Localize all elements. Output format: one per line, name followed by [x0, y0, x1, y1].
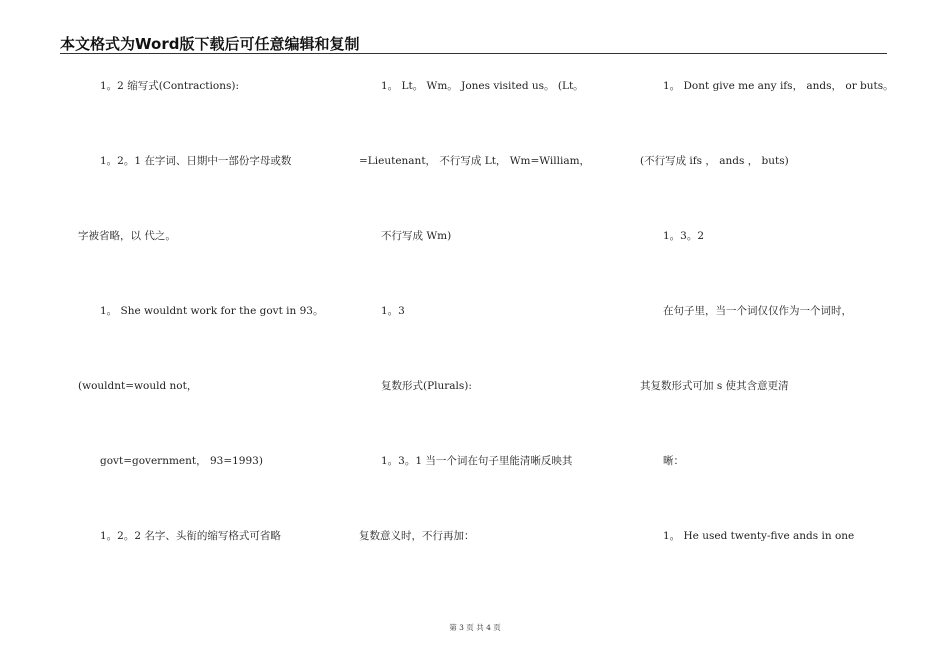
left-line-5: (wouldnt=would not，: [78, 380, 198, 392]
middle-line-4: 1。3: [381, 305, 405, 317]
right-line-3: 1。3。2: [663, 230, 705, 242]
right-line-7: 1。 He used twenty-five ands in one: [663, 530, 855, 542]
page-number-footer: 第 3 页 共 4 页: [449, 623, 501, 632]
header-divider: [60, 53, 887, 54]
left-line-4: 1。 She wouldnt work for the govt in 93。: [100, 305, 324, 317]
left-line-7: 1。2。2 名字、头衔的缩写格式可省略: [100, 530, 281, 542]
right-line-5: 其复数形式可加 s 使其含意更清: [640, 380, 789, 392]
left-line-2: 1。2。1 在字词、日期中一部份字母或数: [100, 155, 292, 167]
middle-line-5: 复数形式(Plurals):: [381, 380, 472, 392]
middle-line-6: 1。3。1 当一个词在句子里能清晰反映其: [381, 455, 573, 467]
left-line-3: 字被省略，以 代之。: [78, 230, 176, 242]
right-line-4: 在句子里，当一个词仅仅作为一个词时，: [663, 305, 852, 317]
document-header-title: 本文格式为Word版下载后可任意编辑和复制: [60, 35, 360, 53]
right-line-1: 1。 Dont give me any ifs， ands， or buts。: [663, 80, 894, 92]
left-line-1: 1。2 缩写式(Contractions):: [100, 80, 239, 92]
middle-line-3: 不行写成 Wm): [381, 230, 452, 242]
middle-line-1: 1。 Lt。 Wm。 Jones visited us。 (Lt。: [381, 80, 584, 92]
right-line-2: (不行写成 ifs ， ands ， buts): [640, 155, 789, 167]
middle-line-7: 复数意义时，不行再加：: [359, 530, 475, 542]
right-line-6: 晰：: [663, 455, 684, 467]
left-line-6: govt=government， 93=1993): [100, 455, 263, 467]
middle-line-2: =Lieutenant， 不行写成 Lt， Wm=William，: [359, 155, 591, 167]
